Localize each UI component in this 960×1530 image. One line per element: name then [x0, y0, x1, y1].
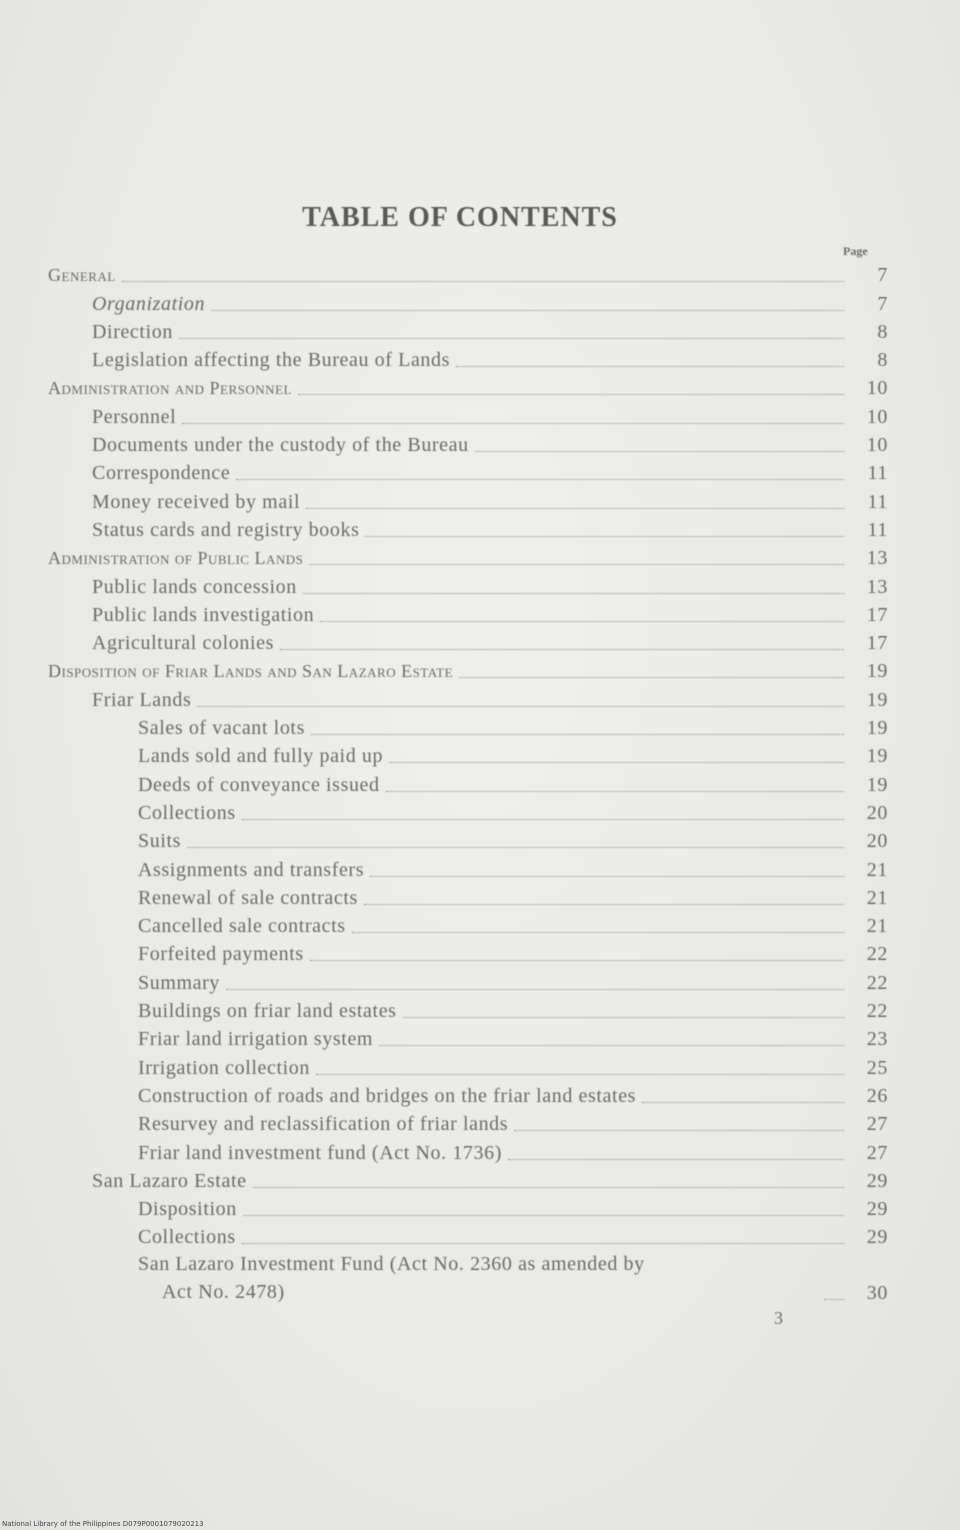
- toc-entry: [48, 430, 888, 458]
- dot-leader: [309, 564, 844, 565]
- page-column-header: Page: [843, 244, 868, 258]
- toc-entry-page: 19: [866, 745, 888, 768]
- toc-entry: [48, 713, 888, 741]
- dot-leader: [365, 536, 844, 537]
- toc-entry-label: Resurvey and reclassification of friar lands: [138, 1113, 509, 1136]
- dot-leader: [243, 1215, 844, 1216]
- toc-entry-label: Public lands investigation: [92, 603, 315, 626]
- toc-entry: [48, 826, 888, 854]
- toc-entry-label: Agricultural colonies: [92, 632, 274, 655]
- toc-entry: [48, 798, 888, 826]
- dot-leader: [197, 706, 844, 707]
- toc-entry: [48, 939, 888, 967]
- toc-entry-label: Correspondence: [92, 462, 231, 485]
- dot-leader: [320, 621, 844, 622]
- toc-entry-page: 21: [866, 886, 888, 909]
- dot-leader: [182, 423, 844, 424]
- toc-entry-page: 26: [866, 1084, 888, 1107]
- toc-entry-page: 19: [866, 717, 888, 740]
- toc-entry: [48, 1052, 888, 1080]
- toc-entry-label: Disposition: [138, 1198, 237, 1221]
- dot-leader: [459, 677, 844, 678]
- toc-entry-page: 27: [866, 1113, 888, 1136]
- dot-leader: [508, 1159, 844, 1160]
- toc-entry-label: Friar land irrigation system: [138, 1028, 374, 1051]
- toc-entry-page: 29: [866, 1226, 888, 1249]
- dot-leader: [403, 1017, 844, 1018]
- toc-entry-label: [138, 1250, 824, 1306]
- toc-entry: [48, 1250, 888, 1306]
- toc-entry: [48, 1137, 888, 1165]
- toc-entry-label: Sales of vacant lots: [138, 717, 305, 740]
- toc-entry-page: 20: [866, 801, 888, 824]
- toc-entry: [48, 317, 888, 345]
- toc-entry-label: Public lands concession: [92, 575, 297, 598]
- dot-leader: [310, 960, 844, 961]
- toc-entry: [48, 571, 888, 599]
- toc-entry-page: 25: [866, 1056, 888, 1079]
- toc-entry: [48, 967, 888, 995]
- toc-entry: [48, 996, 888, 1024]
- toc-entry: [48, 1081, 888, 1109]
- toc-entry: [48, 486, 888, 514]
- dot-leader: [280, 649, 844, 650]
- toc-entry: [48, 1024, 888, 1052]
- toc-entry-label: Collections: [138, 801, 236, 824]
- toc-entry-label: Assignments and transfers: [138, 858, 365, 881]
- toc-entry: [48, 1194, 888, 1222]
- toc-entry-label: Money received by mail: [92, 490, 301, 513]
- toc-entry-page: 13: [866, 575, 888, 598]
- toc-entry-page: 19: [866, 660, 888, 683]
- dot-leader: [122, 281, 844, 282]
- toc-entry: [48, 543, 888, 571]
- toc-entry-label: Legislation affecting the Bureau of Lands: [92, 349, 451, 372]
- toc-entry: [48, 741, 888, 769]
- toc-entry-page: 11: [867, 518, 888, 541]
- dot-leader: [824, 1299, 844, 1300]
- dot-leader: [364, 904, 844, 905]
- toc-entry-label: Status cards and registry books: [92, 518, 360, 541]
- dot-leader: [352, 932, 844, 933]
- toc-entry: [48, 515, 888, 543]
- dot-leader: [211, 310, 844, 311]
- toc-entry-label: Personnel: [92, 405, 177, 428]
- toc-entry-label: Lands sold and fully paid up: [138, 745, 384, 768]
- toc-entry-label: Disposition of Friar Lands and San Lazaro Estate: [48, 661, 454, 682]
- toc-entry-page: 21: [866, 858, 888, 881]
- dot-leader: [242, 819, 844, 820]
- dot-leader: [226, 989, 844, 990]
- table-of-contents: [48, 260, 888, 1306]
- toc-entry-label: Deeds of conveyance issued: [138, 773, 380, 796]
- toc-entry-page: 10: [866, 377, 888, 400]
- toc-entry-label: Collections: [138, 1226, 236, 1249]
- toc-entry-label: Direction: [92, 320, 173, 343]
- toc-entry: [48, 1109, 888, 1137]
- toc-entry-page: 17: [866, 632, 888, 655]
- dot-leader: [236, 479, 844, 480]
- toc-entry: [48, 401, 888, 429]
- toc-entry-page: 21: [866, 915, 888, 938]
- dot-leader: [389, 762, 844, 763]
- toc-entry-label: Documents under the custody of the Bureau: [92, 434, 469, 457]
- toc-entry: [48, 1166, 888, 1194]
- dot-leader: [303, 593, 844, 594]
- toc-entry: [48, 1222, 888, 1250]
- dot-leader: [316, 1074, 844, 1075]
- toc-entry-page: 11: [867, 462, 888, 485]
- toc-entry-page: 7: [877, 292, 888, 315]
- toc-entry-label: Construction of roads and bridges on the friar land estates: [138, 1084, 637, 1107]
- toc-entry-page: 22: [866, 943, 888, 966]
- dot-leader: [306, 508, 844, 509]
- dot-leader: [386, 791, 844, 792]
- toc-entry: [48, 260, 888, 288]
- toc-entry-page: 22: [866, 1000, 888, 1023]
- toc-entry-page: 8: [877, 320, 888, 343]
- dot-leader: [379, 1045, 844, 1046]
- dot-leader: [370, 876, 844, 877]
- toc-entry: [48, 769, 888, 797]
- toc-entry: [48, 883, 888, 911]
- toc-entry-label-line1: San Lazaro Investment Fund (Act No. 2360 as amended by: [138, 1253, 645, 1276]
- toc-entry-page: 7: [877, 264, 888, 287]
- toc-entry-label-line2: Act No. 2478): [162, 1281, 285, 1304]
- toc-entry-label: Organization: [92, 292, 206, 315]
- toc-entry-page: 20: [866, 830, 888, 853]
- toc-entry-label: Administration and Personnel: [48, 378, 292, 399]
- toc-entry-page: 29: [866, 1169, 888, 1192]
- toc-entry-label: Buildings on friar land estates: [138, 1000, 397, 1023]
- toc-entry-page: 11: [867, 490, 888, 513]
- dot-leader: [514, 1130, 844, 1131]
- toc-entry-page: 13: [866, 547, 888, 570]
- dot-leader: [242, 1243, 844, 1244]
- dot-leader: [475, 451, 844, 452]
- toc-entry: [48, 854, 888, 882]
- toc-entry-label: Cancelled sale contracts: [138, 915, 346, 938]
- dot-leader: [456, 366, 844, 367]
- toc-entry-page: 10: [866, 405, 888, 428]
- dot-leader: [179, 338, 844, 339]
- toc-entry-label: Summary: [138, 971, 220, 994]
- toc-entry-label: General: [48, 265, 116, 286]
- toc-entry-page: 27: [866, 1141, 888, 1164]
- toc-entry: [48, 288, 888, 316]
- toc-entry-label: Friar Lands: [92, 688, 192, 711]
- toc-entry-label: Renewal of sale contracts: [138, 886, 358, 909]
- toc-entry-label: Suits: [138, 830, 182, 853]
- toc-entry: [48, 600, 888, 628]
- toc-entry-label: Irrigation collection: [138, 1056, 310, 1079]
- toc-entry: [48, 656, 888, 684]
- dot-leader: [311, 734, 844, 735]
- dot-leader: [187, 847, 844, 848]
- toc-entry-page: 19: [866, 773, 888, 796]
- toc-entry-page: 17: [866, 603, 888, 626]
- dot-leader: [253, 1187, 844, 1188]
- scan-credit: National Library of the Philippines D079P0001079020213: [2, 1520, 204, 1528]
- dot-leader: [298, 394, 844, 395]
- toc-entry-label: Friar land investment fund (Act No. 1736): [138, 1141, 502, 1164]
- toc-entry-page: 19: [866, 688, 888, 711]
- toc-entry-page: 10: [866, 434, 888, 457]
- toc-entry: [48, 458, 888, 486]
- toc-entry: [48, 373, 888, 401]
- page-title: TABLE OF CONTENTS: [302, 202, 618, 233]
- toc-entry-label: Administration of Public Lands: [48, 548, 304, 569]
- toc-entry: [48, 345, 888, 373]
- toc-entry: [48, 684, 888, 712]
- toc-entry: [48, 628, 888, 656]
- toc-entry-page: 29: [866, 1198, 888, 1221]
- toc-entry-label: Forfeited payments: [138, 943, 304, 966]
- toc-entry-label: San Lazaro Estate: [92, 1169, 247, 1192]
- dot-leader: [642, 1102, 844, 1103]
- toc-entry-page: 23: [866, 1028, 888, 1051]
- toc-entry-page: 30: [866, 1282, 888, 1305]
- page-number: 3: [774, 1308, 783, 1328]
- toc-entry-page: 8: [877, 349, 888, 372]
- toc-entry: [48, 911, 888, 939]
- toc-entry-page: 22: [866, 971, 888, 994]
